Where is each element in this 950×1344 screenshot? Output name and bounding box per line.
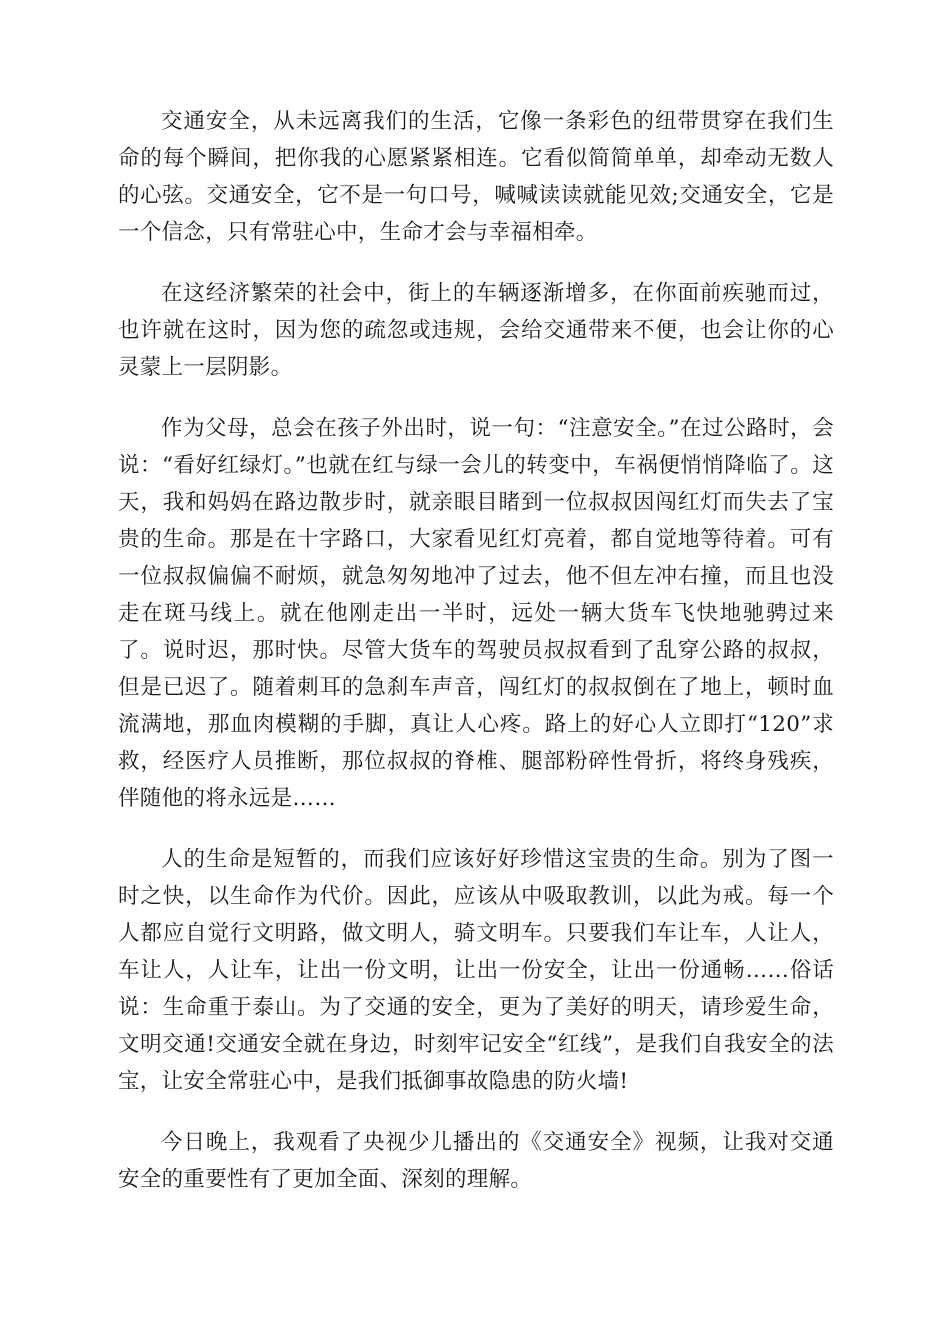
- paragraph-1: 交通安全，从未远离我们的生活，它像一条彩色的纽带贯穿在我们生命的每个瞬间，把你我的心愿紧紧相连。它看似简简单单，却牵动无数人的心弦。交通安全，它不是一句口号，喊喊读读就能见效;交通安全，它是一个信念，只有常驻心中，生命才会与幸福相牵。: [118, 109, 834, 245]
- paragraph-4: 人的生命是短暂的，而我们应该好好珍惜这宝贵的生命。别为了图一时之快，以生命作为代价。因此，应该从中吸取教训，以此为戒。每一个人都应自觉行文明路，做文明人，骑文明车。只要我们车让车，人让人，车让人，人让车，让出一份文明，让出一份安全，让出一份通畅……俗话说：生命重于泰山。为了交通的安全，更为了美好的明天，请珍爱生命，文明交通!交通安全就在身边，时刻牢记安全“红线”，是我们自我安全的法宝，让安全常驻心中，是我们抵御事故隐患的防火墙!: [118, 847, 834, 1094]
- paragraph-2: 在这经济繁荣的社会中，街上的车辆逐渐增多，在你面前疾驰而过，也许就在这时，因为您的疏忽或违规，会给交通带来不便，也会让你的心灵蒙上一层阴影。: [118, 281, 834, 380]
- paragraph-5: 今日晚上，我观看了央视少儿播出的《交通安全》视频，让我对交通安全的重要性有了更加全面、深刻的理解。: [118, 1130, 834, 1192]
- paragraph-3: 作为父母，总会在孩子外出时，说一句：“注意安全。”在过公路时，会说：“看好红绿灯。”也就在红与绿一会儿的转变中，车祸便悄悄降临了。这天，我和妈妈在路边散步时，就亲眼目睹到一位叔叔因闯红灯而失去了宝贵的生命。那是在十字路口，大家看见红灯亮着，都自觉地等待着。可有一位叔叔偏偏不耐烦，就急匆匆地冲了过去，他不但左冲右撞，而且也没走在斑马线上。就在他刚走出一半时，远处一辆大货车飞快地驰骋过来了。说时迟，那时快。尽管大货车的驾驶员叔叔看到了乱穿公路的叔叔，但是已迟了。随着刺耳的急刹车声音，闯红灯的叔叔倒在了地上，顿时血流满地，那血肉模糊的手脚，真让人心疼。路上的好心人立即打“120”求救，经医疗人员推断，那位叔叔的脊椎、腿部粉碎性骨折，将终身残疾，伴随他的将永远是……: [118, 416, 834, 811]
- document-page: [118, 103, 834, 1222]
